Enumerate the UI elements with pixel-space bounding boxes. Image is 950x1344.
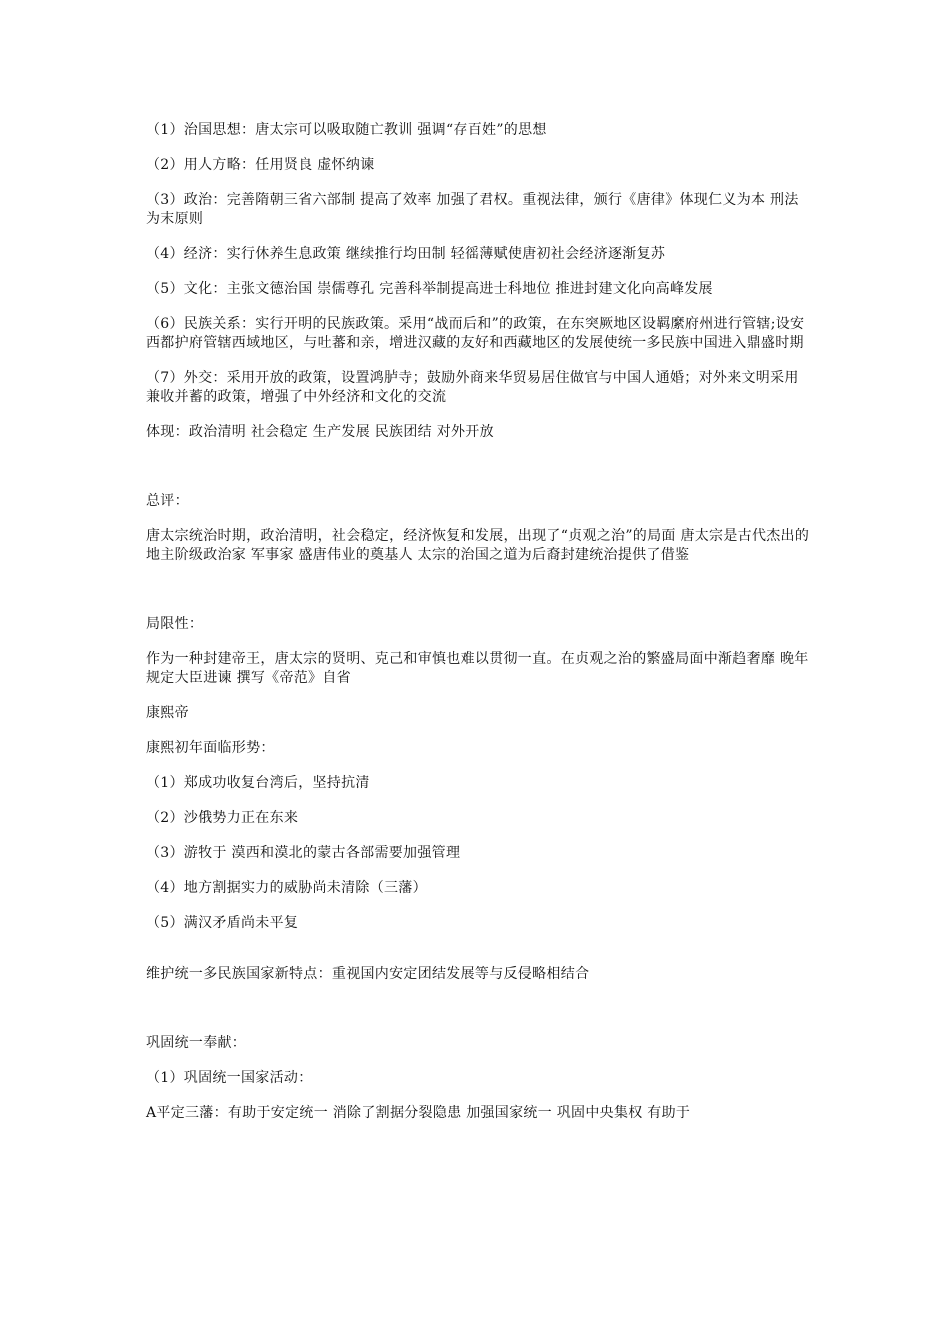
paragraph-diplomacy: （7）外交：采用开放的政策，设置鸿胪寺；鼓励外商来华贸易居住做官与中国人通婚；对外来文明采用兼收并蓄的政策，增强了中外经济和文化的交流: [146, 370, 799, 405]
document-body: [146, 121, 810, 1139]
paragraph-ethnic-relations: （6）民族关系：实行开明的民族政策。采用“战而后和”的政策，在东突厥地区设羁縻府州进行管辖;设安西都护府管辖西域地区，与吐蕃和亲，增进汉藏的友好和西藏地区的发展使统一多民族中国进入鼎盛时期: [146, 316, 805, 351]
heading-overall-assessment: 总评：: [146, 493, 189, 509]
heading-kangxi-situation: 康熙初年面临形势：: [146, 740, 275, 756]
paragraph-governing-thought: （1）治国思想：唐太宗可以吸取随亡教训 强调“存百姓”的思想: [146, 122, 547, 138]
list-item-situation-1: （1）郑成功收复台湾后，坚持抗清: [146, 775, 370, 791]
paragraph-economy: （4）经济：实行休养生息政策 继续推行均田制 轻徭薄赋使唐初社会经济逐渐复苏: [146, 246, 666, 262]
paragraph-politics: （3）政治：完善隋朝三省六部制 提高了效率 加强了君权。重视法律，颁行《唐律》体现仁义为本 刑法为末原则: [146, 192, 799, 227]
heading-kangxi: 康熙帝: [146, 705, 189, 721]
paragraph-culture: （5）文化：主张文德治国 崇儒尊孔 完善科举制提高进士科地位 推进封建文化向高峰发展: [146, 281, 713, 297]
paragraph-manifestation: 体现：政治清明 社会稳定 生产发展 民族团结 对外开放: [146, 424, 494, 440]
paragraph-limitations: 作为一种封建帝王，唐太宗的贤明、克己和审慎也难以贯彻一直。在贞观之治的繁盛局面中渐趋奢靡 晚年规定大臣进谏 撰写《帝范》自省: [146, 651, 809, 686]
list-item-situation-5: （5）满汉矛盾尚未平复: [146, 915, 299, 931]
paragraph-pacify-three-feudatories: A平定三藩：有助于安定统一 消除了割据分裂隐患 加强国家统一 巩固中央集权 有助于: [146, 1105, 691, 1121]
heading-limitations: 局限性：: [146, 616, 204, 632]
list-item-situation-2: （2）沙俄势力正在东来: [146, 810, 299, 826]
paragraph-talent-strategy: （2）用人方略：任用贤良 虚怀纳谏: [146, 157, 375, 173]
paragraph-overall-assessment: 唐太宗统治时期，政治清明，社会稳定，经济恢复和发展，出现了“贞观之治”的局面 唐太宗是古代杰出的地主阶级政治家 军事家 盛唐伟业的奠基人 太宗的治国之道为后裔封建统治提供了借鉴: [146, 528, 810, 563]
list-item-situation-3: （3）游牧于 漠西和漠北的蒙古各部需要加强管理: [146, 845, 461, 861]
list-item-unification-activities: （1）巩固统一国家活动：: [146, 1070, 313, 1086]
list-item-situation-4: （4）地方割据实力的威胁尚未清除（三藩）: [146, 880, 427, 896]
heading-unification-contribution: 巩固统一奉献：: [146, 1035, 247, 1051]
paragraph-new-features: 维护统一多民族国家新特点：重视国内安定团结发展等与反侵略相结合: [146, 966, 590, 982]
